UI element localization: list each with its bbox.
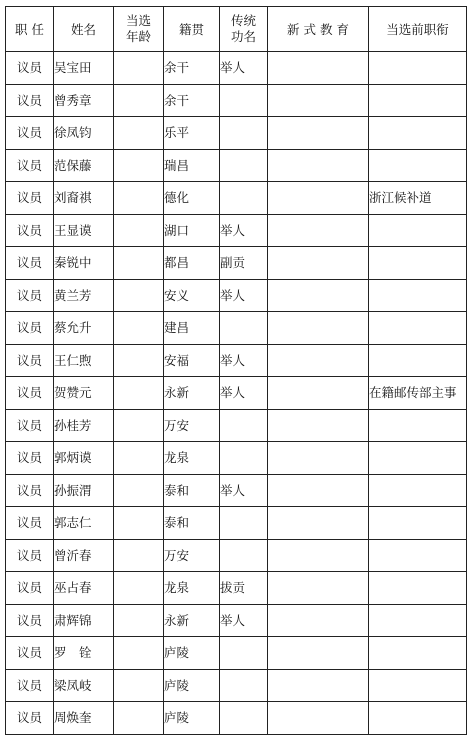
cell-previous-title [369,84,467,117]
cell-role: 议员 [6,377,54,410]
table-row [6,507,467,540]
table-row [6,474,467,507]
cell-traditional-degree [220,507,268,540]
cell-age [114,604,164,637]
header-previous-title: 当选前职衔 [369,7,467,52]
cell-name: 徐凤钧 [54,117,114,150]
cell-previous-title [369,539,467,572]
cell-name: 郭志仁 [54,507,114,540]
header-row [6,7,467,52]
cell-traditional-degree: 举人 [220,344,268,377]
cell-previous-title [369,117,467,150]
table-row [6,604,467,637]
cell-name: 曾沂春 [54,539,114,572]
cell-native-place: 永新 [164,377,220,410]
cell-native-place: 龙泉 [164,572,220,605]
table-row [6,637,467,670]
cell-age [114,312,164,345]
cell-native-place: 余干 [164,84,220,117]
cell-traditional-degree: 举人 [220,52,268,85]
cell-name: 孙振渭 [54,474,114,507]
cell-traditional-degree [220,637,268,670]
cell-traditional-degree: 举人 [220,377,268,410]
cell-previous-title [369,474,467,507]
cell-modern-education [268,377,369,410]
cell-age [114,669,164,702]
cell-modern-education [268,279,369,312]
cell-age [114,149,164,182]
cell-native-place: 庐陵 [164,669,220,702]
cell-age [114,637,164,670]
cell-traditional-degree: 拔贡 [220,572,268,605]
cell-age [114,572,164,605]
cell-traditional-degree [220,539,268,572]
cell-modern-education [268,637,369,670]
cell-age [114,507,164,540]
cell-age [114,409,164,442]
cell-traditional-degree [220,409,268,442]
header-name: 姓名 [54,7,114,52]
cell-native-place: 余干 [164,52,220,85]
header-age: 当选年龄 [114,7,164,52]
cell-native-place: 建昌 [164,312,220,345]
cell-age [114,84,164,117]
cell-native-place: 瑞昌 [164,149,220,182]
cell-role: 议员 [6,52,54,85]
cell-traditional-degree: 举人 [220,279,268,312]
cell-name: 梁凤岐 [54,669,114,702]
cell-native-place: 万安 [164,539,220,572]
table-row [6,52,467,85]
cell-traditional-degree: 副贡 [220,247,268,280]
table-row [6,442,467,475]
table-row [6,539,467,572]
cell-traditional-degree [220,442,268,475]
cell-native-place: 乐平 [164,117,220,150]
cell-name: 曾秀章 [54,84,114,117]
cell-modern-education [268,442,369,475]
cell-name: 秦锐中 [54,247,114,280]
cell-native-place: 德化 [164,182,220,215]
cell-native-place: 龙泉 [164,442,220,475]
cell-role: 议员 [6,474,54,507]
table-row [6,182,467,215]
cell-modern-education [268,604,369,637]
cell-modern-education [268,247,369,280]
cell-native-place: 湖口 [164,214,220,247]
cell-age [114,474,164,507]
assembly-members-table [5,6,467,735]
cell-name: 王仁煦 [54,344,114,377]
cell-previous-title [369,604,467,637]
cell-previous-title [369,247,467,280]
cell-previous-title [369,507,467,540]
cell-previous-title [369,572,467,605]
cell-role: 议员 [6,409,54,442]
cell-role: 议员 [6,149,54,182]
cell-role: 议员 [6,604,54,637]
cell-traditional-degree: 举人 [220,474,268,507]
table-row [6,279,467,312]
cell-role: 议员 [6,247,54,280]
cell-modern-education [268,214,369,247]
cell-previous-title [369,669,467,702]
cell-native-place: 泰和 [164,507,220,540]
cell-name: 郭炳谟 [54,442,114,475]
cell-age [114,539,164,572]
cell-traditional-degree [220,312,268,345]
cell-native-place: 永新 [164,604,220,637]
cell-modern-education [268,117,369,150]
cell-role: 议员 [6,669,54,702]
cell-role: 议员 [6,572,54,605]
cell-age [114,344,164,377]
cell-previous-title: 浙江候补道 [369,182,467,215]
table-row [6,84,467,117]
cell-previous-title [369,409,467,442]
cell-name: 罗 铨 [54,637,114,670]
cell-native-place: 安福 [164,344,220,377]
cell-role: 议员 [6,344,54,377]
cell-role: 议员 [6,117,54,150]
cell-modern-education [268,474,369,507]
cell-previous-title [369,52,467,85]
cell-role: 议员 [6,214,54,247]
cell-previous-title [369,702,467,735]
cell-traditional-degree [220,117,268,150]
cell-name: 孙桂芳 [54,409,114,442]
table-body [6,52,467,735]
cell-traditional-degree [220,84,268,117]
cell-modern-education [268,409,369,442]
cell-modern-education [268,669,369,702]
cell-previous-title [369,279,467,312]
cell-previous-title [369,312,467,345]
cell-name: 刘裔祺 [54,182,114,215]
header-modern-education: 新 式 教 育 [268,7,369,52]
cell-modern-education [268,84,369,117]
cell-role: 议员 [6,182,54,215]
header-traditional-degree: 传统功名 [220,7,268,52]
header-native-place: 籍贯 [164,7,220,52]
cell-native-place: 泰和 [164,474,220,507]
cell-previous-title [369,149,467,182]
cell-role: 议员 [6,637,54,670]
cell-modern-education [268,539,369,572]
cell-role: 议员 [6,539,54,572]
cell-traditional-degree [220,702,268,735]
cell-age [114,214,164,247]
table-row [6,702,467,735]
table-row [6,344,467,377]
cell-role: 议员 [6,507,54,540]
cell-modern-education [268,182,369,215]
cell-name: 贺赞元 [54,377,114,410]
cell-previous-title [369,344,467,377]
cell-traditional-degree: 举人 [220,604,268,637]
cell-role: 议员 [6,84,54,117]
cell-role: 议员 [6,312,54,345]
cell-name: 巫占春 [54,572,114,605]
cell-role: 议员 [6,279,54,312]
cell-name: 肃辉锦 [54,604,114,637]
cell-modern-education [268,702,369,735]
cell-name: 周焕奎 [54,702,114,735]
table-row [6,149,467,182]
table-row [6,247,467,280]
cell-name: 范保藤 [54,149,114,182]
cell-traditional-degree [220,669,268,702]
cell-modern-education [268,149,369,182]
cell-age [114,702,164,735]
cell-modern-education [268,344,369,377]
cell-name: 蔡允升 [54,312,114,345]
cell-traditional-degree [220,182,268,215]
table-row [6,669,467,702]
cell-native-place: 庐陵 [164,702,220,735]
cell-native-place: 万安 [164,409,220,442]
cell-modern-education [268,52,369,85]
cell-role: 议员 [6,442,54,475]
cell-native-place: 庐陵 [164,637,220,670]
cell-age [114,247,164,280]
cell-native-place: 都昌 [164,247,220,280]
cell-native-place: 安义 [164,279,220,312]
cell-age [114,182,164,215]
cell-age [114,442,164,475]
cell-traditional-degree: 举人 [220,214,268,247]
cell-name: 王显谟 [54,214,114,247]
table-row [6,409,467,442]
table-row [6,377,467,410]
cell-age [114,52,164,85]
cell-previous-title: 在籍邮传部主事 [369,377,467,410]
cell-previous-title [369,637,467,670]
cell-previous-title [369,214,467,247]
cell-previous-title [369,442,467,475]
table-row [6,214,467,247]
cell-age [114,117,164,150]
cell-role: 议员 [6,702,54,735]
cell-name: 黄兰芳 [54,279,114,312]
cell-modern-education [268,507,369,540]
table-row [6,117,467,150]
cell-modern-education [268,312,369,345]
table-row [6,312,467,345]
cell-traditional-degree [220,149,268,182]
cell-name: 吴宝田 [54,52,114,85]
table-row [6,572,467,605]
cell-age [114,377,164,410]
header-role: 职 任 [6,7,54,52]
cell-age [114,279,164,312]
cell-modern-education [268,572,369,605]
